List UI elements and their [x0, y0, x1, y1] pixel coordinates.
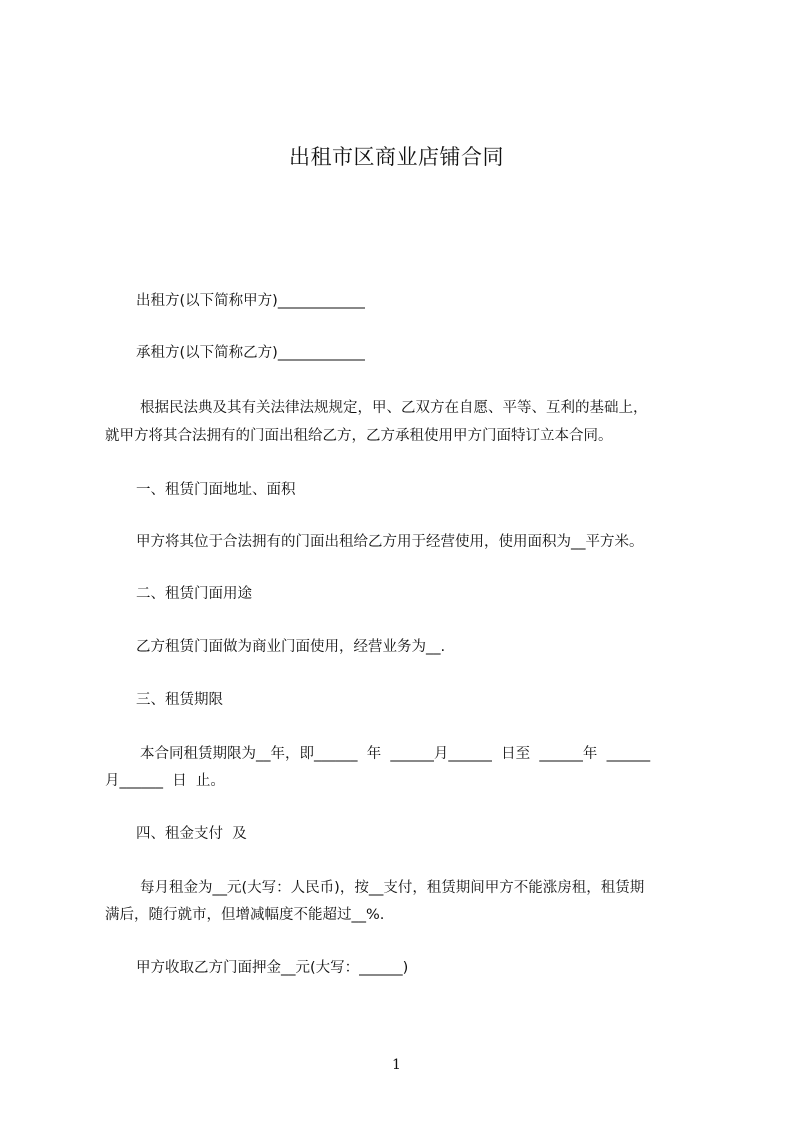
section-heading-3: 三、租赁期限 — [136, 692, 223, 708]
section-heading-1: 一、租赁门面地址、面积 — [136, 482, 296, 498]
section-1-text: 甲方将其位于合法拥有的门面出租给乙方用于经营使用，使用面积为__平方米。 — [136, 534, 644, 550]
intro-paragraph-line-2: 就甲方将其合法拥有的门面出租给乙方，乙方承租使用甲方门面特订立本合同。 — [105, 428, 613, 444]
section-heading-4: 四、租金支付 及 — [136, 826, 247, 842]
section-4-text-line-1: 每月租金为__元(大写：人民币)，按__支付，租赁期间甲方不能涨房租，租赁期 — [140, 880, 645, 896]
section-3-text-line-2: 月______ 日 止。 — [105, 773, 225, 789]
lessee-line: 承租方(以下简称乙方)____________ — [136, 345, 365, 361]
lessor-line: 出租方(以下简称甲方)____________ — [136, 293, 365, 309]
document-title: 出租市区商业店铺合同 — [289, 145, 504, 169]
section-4-text-line-2: 满后，随行就市，但增减幅度不能超过__%. — [105, 907, 385, 923]
section-heading-2: 二、租赁门面用途 — [136, 586, 252, 602]
section-4-text-line-3: 甲方收取乙方门面押金__元(大写：______) — [136, 960, 409, 976]
section-2-text: 乙方租赁门面做为商业门面使用，经营业务为__. — [136, 639, 446, 655]
page-number: 1 — [392, 1057, 401, 1073]
intro-paragraph-line-1: 根据民法典及其有关法律法规规定，甲、乙双方在自愿、平等、互利的基础上， — [140, 400, 648, 416]
section-3-text-line-1: 本合同租赁期限为__年，即______ 年 ______月______ 日至 ______年 ______ — [140, 746, 651, 762]
